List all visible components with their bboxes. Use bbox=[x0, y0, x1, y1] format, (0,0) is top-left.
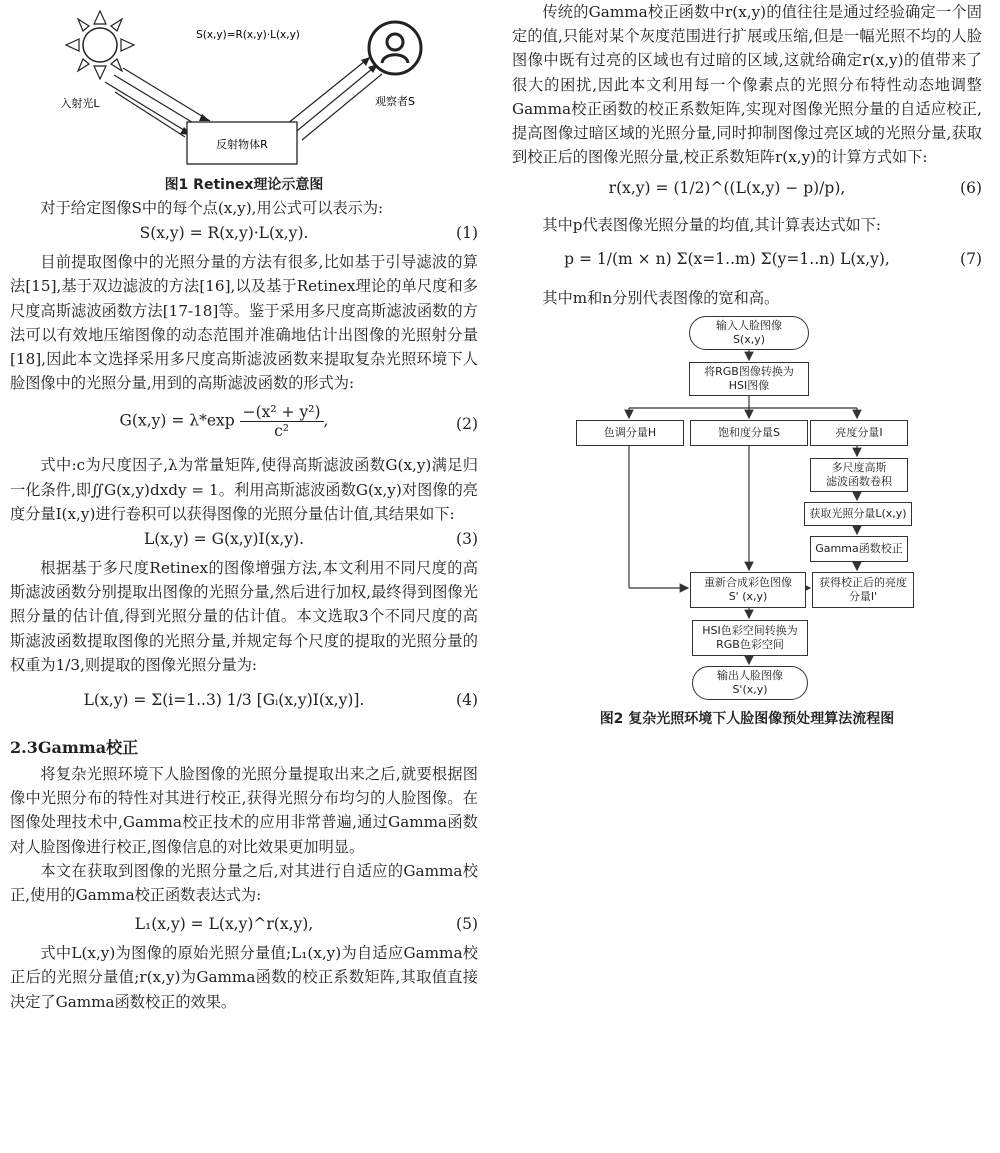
paragraph: 根据基于多尺度Retinex的图像增强方法,本文利用不同尺度的高斯滤波函数分别提取出图像的光照分量,然后进行加权,最终得到图像光照分量的估计值,得到光照分量的估计值。本文选取3个不同尺度的高斯滤波函数提取图像的光照分量,并规定每个尺度的提取的光照分量的权重为1/3,则提取的图像光照分量为: bbox=[10, 559, 478, 674]
equation-number: (6) bbox=[960, 179, 982, 198]
equation-number: (4) bbox=[456, 691, 478, 710]
flow-output: 输出人脸图像 S'(x,y) bbox=[692, 666, 808, 700]
flow-input: 输入人脸图像 S(x,y) bbox=[689, 316, 809, 350]
equation-6 bbox=[512, 169, 982, 213]
equation-body: G(x,y) = λ*exp bbox=[119, 411, 235, 430]
equation-denominator: c² bbox=[274, 422, 290, 441]
equation-7 bbox=[512, 238, 982, 286]
figure-1 bbox=[10, 0, 478, 172]
incident-label: 入射光L bbox=[60, 97, 100, 110]
left-column bbox=[10, 0, 478, 1014]
equation-number: (3) bbox=[456, 530, 478, 549]
equation-body: p = 1/(m × n) Σ(x=1..m) Σ(y=1..n) L(x,y), bbox=[564, 249, 890, 268]
paragraph: 本文在获取到图像的光照分量之后,对其进行自适应的Gamma校正,使用的Gamma校正函数表达式为: bbox=[10, 861, 478, 905]
flow-luminance: 亮度分量I bbox=[810, 420, 908, 446]
flow-corrected: 获得校正后的亮度 分量I' bbox=[812, 572, 914, 608]
paragraph: 目前提取图像中的光照分量的方法有很多,比如基于引导滤波的算法[15],基于双边滤波的方法[16],以及基于Retinex理论的单尺度和多尺度高斯滤波函数方法[17-18]等。鉴于采用多尺度高斯滤波函数的方法可以有效地压缩图像的动态范围并准确地估计出图像的光照射分量[18],因此本文选择采用多尺度高斯滤波函数来提取复杂光照环境下人脸图像中的光照分量,用到的高斯滤波函数的形式为: bbox=[10, 253, 478, 393]
paragraph: 式中:c为尺度因子,λ为常量矩阵,使得高斯滤波函数G(x,y)满足归一化条件,即∬G(x,y)dxdy = 1。利用高斯滤波函数G(x,y)对图像的亮度分量I(x,y)进行卷积可以获得图像的光照分量估计值,其结果如下: bbox=[10, 456, 478, 523]
equation-1 bbox=[10, 220, 478, 250]
section-heading: 2.3Gamma校正 bbox=[10, 738, 139, 758]
flow-convert: 将RGB图像转换为 HSI图像 bbox=[689, 362, 809, 396]
equation-body: S(x,y) = R(x,y)·L(x,y). bbox=[139, 224, 309, 243]
paragraph: 传统的Gamma校正函数中r(x,y)的值往往是通过经验确定一个固定的值,只能对某个灰度范围进行扩展或压缩,但是一幅光照不均的人脸图像中既有过亮的区域也有过暗的区域,这就给确定r(x,y)的值带来了很大的困扰,因此本文利用每一个像素点的光照分布特性动态地调整Gamma校正函数的校正系数矩阵,实现对图像光照分量的自适应校正,提高图像过暗区域的光照分量,同时抑制图像过亮区域的光照分量,获取到校正后的图像光照分量,校正系数矩阵r(x,y)的计算方式如下: bbox=[512, 3, 982, 167]
paragraph: 其中p代表图像光照分量的均值,其计算表达式如下: bbox=[542, 216, 881, 235]
right-column bbox=[512, 0, 982, 728]
equation-number: (5) bbox=[456, 915, 478, 934]
flow-hue: 色调分量H bbox=[576, 420, 684, 446]
equation-body: L₁(x,y) = L(x,y)^r(x,y), bbox=[134, 915, 314, 934]
retinex-diagram bbox=[10, 0, 478, 172]
equation-body: r(x,y) = (1/2)^((L(x,y) − p)/p), bbox=[608, 179, 846, 198]
equation-5 bbox=[10, 907, 478, 941]
paragraph: 将复杂光照环境下人脸图像的光照分量提取出来之后,就要根据图像中光照分布的特性对其进行校正,获得光照分布均匀的人脸图像。在图像处理技术中,Gamma校正技术的应用非常普遍,通过Gamma函数对人脸图像进行校正,图像信息的对比效果更加明显。 bbox=[10, 765, 478, 856]
equation-body: L(x,y) = G(x,y)I(x,y). bbox=[143, 530, 305, 549]
equation-numerator: −(x² + y²) bbox=[240, 403, 324, 422]
equation-3 bbox=[10, 526, 478, 556]
equation-number: (7) bbox=[960, 249, 982, 268]
flow-get-light: 获取光照分量L(x,y) bbox=[804, 502, 912, 526]
figure-1-caption: 图1 Retinex理论示意图 bbox=[164, 177, 324, 193]
paragraph: 对于给定图像S中的每个点(x,y),用公式可以表示为: bbox=[40, 199, 384, 217]
observer-icon bbox=[369, 22, 421, 74]
flowchart bbox=[512, 316, 982, 706]
observer-label: 观察者S bbox=[375, 95, 415, 108]
flow-convolution: 多尺度高斯 滤波函数卷积 bbox=[810, 458, 908, 492]
equation-2: G(x,y) = λ*exp $\frac{\text{−(x² + y²)}}{\text{c²}}$ , (2) bbox=[119, 403, 478, 441]
figure-2-caption: 图2 复杂光照环境下人脸图像预处理算法流程图 bbox=[599, 710, 895, 727]
equation-number: (2) bbox=[456, 415, 478, 434]
flow-gamma: Gamma函数校正 bbox=[810, 536, 908, 562]
paragraph: 式中L(x,y)为图像的原始光照分量值;L₁(x,y)为自适应Gamma校正后的光照分量值;r(x,y)为Gamma函数的校正系数矩阵,其取值直接决定了Gamma函数校正的效果。 bbox=[10, 944, 478, 1011]
equation-number: (1) bbox=[456, 224, 478, 243]
reflect-label: 反射物体R bbox=[216, 138, 268, 151]
retinex-formula: S(x,y)=R(x,y)·L(x,y) bbox=[196, 29, 300, 41]
flow-recombine: 重新合成彩色图像 S' (x,y) bbox=[690, 572, 806, 608]
paragraph: 其中m和n分别代表图像的宽和高。 bbox=[542, 288, 780, 307]
equation-body: L(x,y) = Σ(i=1..3) 1/3 [Gᵢ(x,y)I(x,y)]. bbox=[83, 691, 365, 710]
equation-4 bbox=[10, 677, 478, 729]
flow-hsi-to-rgb: HSI色彩空间转换为 RGB色彩空间 bbox=[692, 620, 808, 656]
flow-saturation: 饱和度分量S bbox=[690, 420, 808, 446]
